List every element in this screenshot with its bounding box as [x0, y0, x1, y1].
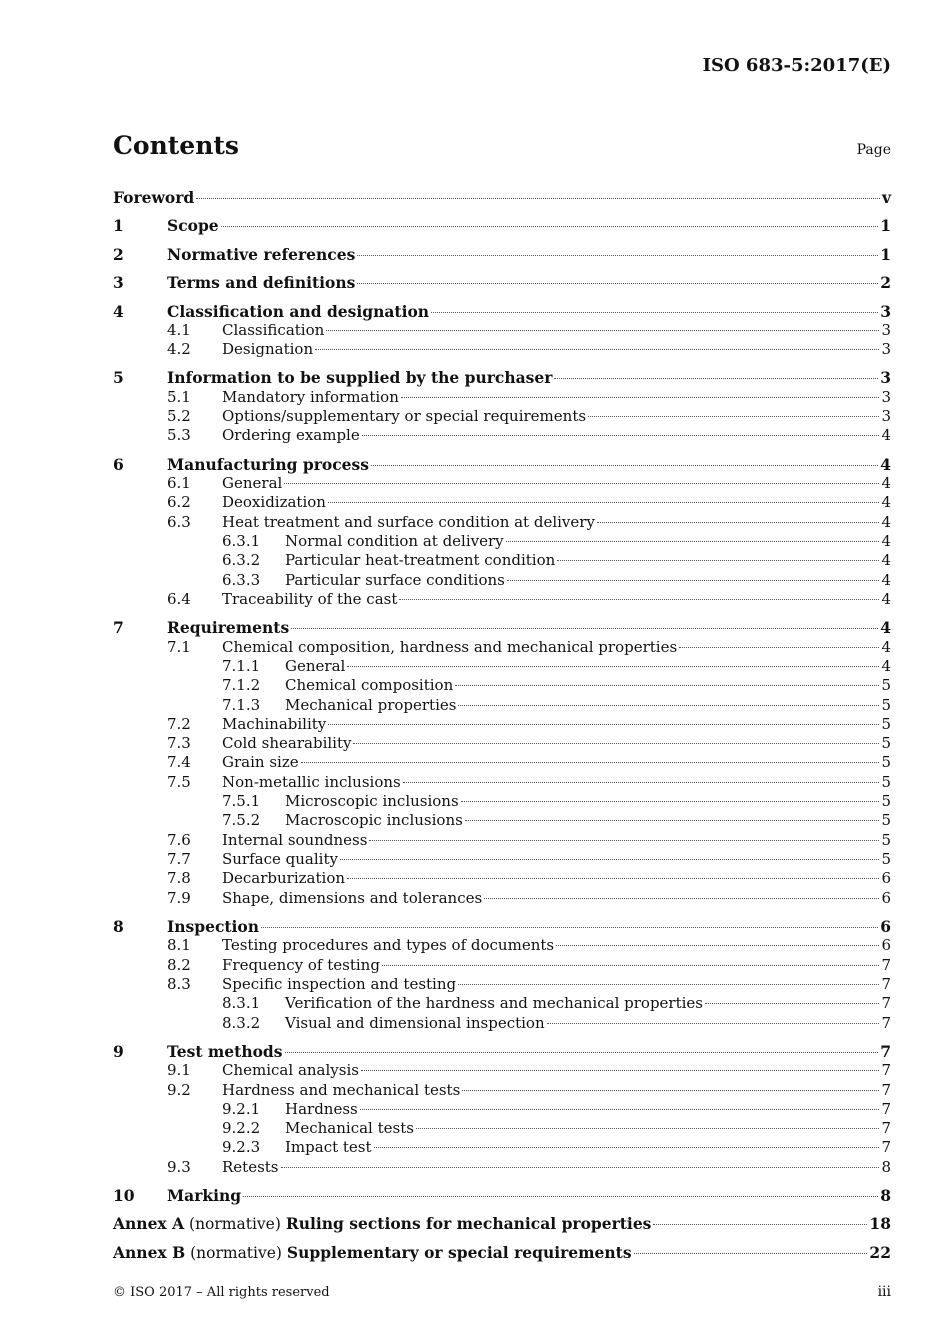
toc-entry-number: 9.2.2: [222, 1119, 261, 1137]
dot-leader: [357, 283, 878, 284]
dot-leader: [261, 927, 878, 928]
toc-entry-title[interactable]: Foreword: [113, 188, 195, 207]
toc-entry-number: 6.2: [167, 493, 191, 511]
toc-entry-number: 8: [113, 917, 124, 936]
toc-entry[interactable]: [113, 302, 891, 321]
toc-entry-title[interactable]: Verification of the hardness and mechanical properties: [285, 994, 703, 1012]
toc-entry-number: 10: [113, 1186, 135, 1205]
toc-entry-title[interactable]: Mandatory information: [222, 388, 399, 406]
toc-entry[interactable]: [113, 618, 891, 637]
toc-entry[interactable]: [113, 216, 891, 235]
annex-title: Supplementary or special requirements: [286, 1243, 632, 1262]
dot-leader: [328, 724, 879, 725]
dot-leader: [361, 1070, 879, 1071]
toc-entry-page: 7: [881, 1119, 891, 1137]
dot-leader: [557, 560, 879, 561]
toc-entry-page: 4: [881, 551, 891, 569]
toc-entry-page: 7: [881, 1100, 891, 1118]
toc-entry-title[interactable]: Non-metallic inclusions: [222, 773, 401, 791]
toc-entry-title[interactable]: Chemical composition: [285, 676, 454, 694]
toc-entry-number: 5.1: [167, 388, 191, 406]
toc-entry[interactable]: [113, 188, 891, 207]
dot-leader: [461, 801, 880, 802]
toc-entry-page: 7: [881, 1061, 891, 1079]
toc-entry-title[interactable]: Visual and dimensional inspection: [285, 1014, 545, 1032]
toc-annex-entry[interactable]: [113, 1243, 891, 1262]
toc-entry-page: 7: [880, 1042, 891, 1061]
toc-entry-title[interactable]: Retests: [222, 1158, 279, 1176]
toc-entry[interactable]: [113, 936, 891, 955]
toc-entry-number: 6.1: [167, 474, 191, 492]
toc-entry-page: 2: [880, 273, 891, 292]
dot-leader: [679, 647, 879, 648]
toc-entry-page: 6: [881, 889, 891, 907]
toc-entry-title[interactable]: Frequency of testing: [222, 956, 380, 974]
toc-entry[interactable]: [113, 1138, 891, 1157]
dot-leader: [403, 782, 880, 783]
toc-entry-page: 5: [881, 676, 891, 694]
toc-entry[interactable]: [113, 551, 891, 570]
toc-entry-page: 4: [880, 455, 891, 474]
toc-entry-page: 7: [881, 994, 891, 1012]
toc-entry-title[interactable]: Options/supplementary or special requirements: [222, 407, 587, 425]
toc-entry-page: 7: [881, 975, 891, 993]
dot-leader: [353, 743, 879, 744]
toc-entry-title[interactable]: Normal condition at delivery: [285, 532, 504, 550]
toc-entry-page: 3: [881, 340, 891, 358]
annex-prefix: Annex B: [113, 1243, 186, 1262]
toc-entry-page: 1: [880, 216, 891, 235]
toc-entry-number: 9.1: [167, 1061, 191, 1079]
toc-entry[interactable]: [113, 368, 891, 387]
dot-leader: [371, 465, 878, 466]
toc-entry-number: 2: [113, 245, 124, 264]
dot-leader: [401, 397, 880, 398]
toc-entry-number: 6.3.2: [222, 551, 261, 569]
toc-entry-number: 8.3: [167, 975, 191, 993]
toc-entry-page: 4: [881, 426, 891, 444]
toc-entry-title[interactable]: Heat treatment and surface condition at delivery: [222, 513, 595, 531]
dot-leader: [465, 820, 880, 821]
toc-entry-page: 5: [881, 850, 891, 868]
toc-entry-page: 5: [881, 831, 891, 849]
dot-leader: [554, 378, 878, 379]
toc-entry-title[interactable]: Particular surface conditions: [285, 571, 505, 589]
toc-entry-page: 4: [881, 657, 891, 675]
toc-entry-title[interactable]: Chemical analysis: [222, 1061, 359, 1079]
dot-leader: [284, 483, 879, 484]
dot-leader: [597, 522, 880, 523]
annex-prefix: Annex A: [113, 1214, 185, 1233]
toc-entry[interactable]: [113, 474, 891, 493]
toc-entry[interactable]: [113, 889, 891, 908]
toc-entry[interactable]: [113, 426, 891, 445]
toc-entry[interactable]: [113, 811, 891, 830]
toc-entry-title[interactable]: Information to be supplied by the purchaser: [167, 368, 553, 387]
toc-entry-page: 3: [880, 302, 891, 321]
toc-entry[interactable]: [113, 994, 891, 1013]
toc-entry-number: 6.3.3: [222, 571, 261, 589]
toc-entry[interactable]: [113, 753, 891, 772]
dot-leader: [455, 685, 879, 686]
toc-entry[interactable]: [113, 388, 891, 407]
toc-entry-title[interactable]: Mechanical properties: [285, 696, 457, 714]
toc-entry-page: 8: [881, 1158, 891, 1176]
toc-entry-number: 9.3: [167, 1158, 191, 1176]
dot-leader: [399, 599, 879, 600]
toc-entry[interactable]: [113, 657, 891, 676]
toc-entry-page: 4: [881, 638, 891, 656]
toc-entry-page: 3: [881, 388, 891, 406]
toc-entry[interactable]: [113, 1061, 891, 1080]
dot-leader: [462, 1090, 879, 1091]
annex-qualifier: (normative): [185, 1244, 287, 1262]
toc-entry-title[interactable]: Shape, dimensions and tolerances: [222, 889, 483, 907]
toc-entry-page: 7: [881, 1014, 891, 1032]
dot-leader: [416, 1128, 880, 1129]
toc-entry-page: 7: [881, 1081, 891, 1099]
toc-entry-number: 7.8: [167, 869, 191, 887]
toc-entry-page: 4: [881, 513, 891, 531]
toc-entry-number: 7: [113, 618, 124, 637]
toc-entry[interactable]: [113, 792, 891, 811]
dot-leader: [506, 541, 880, 542]
toc-entry[interactable]: [113, 956, 891, 975]
toc-entry-page: 3: [881, 321, 891, 339]
toc-entry-title[interactable]: General: [222, 474, 283, 492]
toc-entry-number: 5.3: [167, 426, 191, 444]
toc-entry[interactable]: [113, 532, 891, 551]
toc-entry[interactable]: [113, 407, 891, 426]
dot-leader: [458, 984, 879, 985]
dot-leader: [301, 762, 880, 763]
dot-leader: [374, 1147, 880, 1148]
toc-entry[interactable]: [113, 1119, 891, 1138]
toc-entry-number: 8.1: [167, 936, 191, 954]
dot-leader: [347, 666, 879, 667]
toc-annex-entry[interactable]: [113, 1214, 891, 1233]
toc-entry-page: 4: [881, 493, 891, 511]
toc-entry[interactable]: [113, 340, 891, 359]
toc-entry-number: 6.3.1: [222, 532, 261, 550]
toc-entry[interactable]: [113, 455, 891, 474]
toc-entry-title[interactable]: Inspection: [167, 917, 260, 936]
toc-entry[interactable]: [113, 1042, 891, 1061]
dot-leader: [357, 255, 878, 256]
toc-entry[interactable]: [113, 590, 891, 609]
toc-entry-title[interactable]: Scope: [167, 216, 219, 235]
toc-entry-title[interactable]: Designation: [222, 340, 314, 358]
dot-leader: [281, 1167, 880, 1168]
dot-leader: [340, 859, 880, 860]
toc-entry-number: 7.7: [167, 850, 191, 868]
toc-entry-title[interactable]: Test methods: [167, 1042, 283, 1061]
annex-label[interactable]: [113, 1214, 651, 1233]
toc-entry-title[interactable]: Deoxidization: [222, 493, 326, 511]
toc-entry[interactable]: [113, 1100, 891, 1119]
toc-entry-number: 8.3.1: [222, 994, 261, 1012]
toc-entry-number: 7.1: [167, 638, 191, 656]
toc-entry-title[interactable]: Classification: [222, 321, 325, 339]
toc-entry[interactable]: [113, 1014, 891, 1033]
annex-qualifier: (normative): [184, 1215, 286, 1233]
dot-leader: [705, 1003, 879, 1004]
toc-entry-title[interactable]: Impact test: [285, 1138, 372, 1156]
dot-leader: [328, 502, 880, 503]
toc-entry-number: 7.9: [167, 889, 191, 907]
toc-entry-number: 6.3: [167, 513, 191, 531]
toc-entry[interactable]: [113, 975, 891, 994]
toc-entry[interactable]: [113, 917, 891, 936]
toc-entry-page: 22: [869, 1243, 891, 1262]
toc-entry-number: 7.2: [167, 715, 191, 733]
toc-entry-page: 6: [880, 917, 891, 936]
toc-entry[interactable]: [113, 638, 891, 657]
toc-entry-title[interactable]: Classification and designation: [167, 302, 430, 321]
toc-entry[interactable]: [113, 1158, 891, 1177]
toc-entry-title[interactable]: Mechanical tests: [285, 1119, 414, 1137]
toc-entry-page: 4: [881, 532, 891, 550]
toc-entry-page: 4: [881, 474, 891, 492]
toc-entry[interactable]: [113, 869, 891, 888]
dot-leader: [431, 312, 878, 313]
toc-entry-page: 4: [881, 590, 891, 608]
toc-entry-number: 4: [113, 302, 124, 321]
toc-entry-title[interactable]: Terms and definitions: [167, 273, 356, 292]
toc-entry-number: 9.2.1: [222, 1100, 261, 1118]
dot-leader: [291, 628, 878, 629]
toc-entry-page: 3: [881, 407, 891, 425]
toc-entry-page: 5: [881, 792, 891, 810]
toc-entry[interactable]: [113, 831, 891, 850]
toc-entry-page: 4: [880, 618, 891, 637]
toc-entry[interactable]: [113, 493, 891, 512]
dot-leader: [347, 878, 879, 879]
toc-entry[interactable]: [113, 715, 891, 734]
toc-entry-title[interactable]: Machinability: [222, 715, 327, 733]
toc-entry[interactable]: [113, 850, 891, 869]
page-title: Contents: [113, 131, 240, 160]
toc-entry-page: 3: [880, 368, 891, 387]
toc-entry-title[interactable]: Macroscopic inclusions: [285, 811, 463, 829]
toc-entry-number: 7.4: [167, 753, 191, 771]
document-id: ISO 683-5:2017(E): [702, 55, 891, 76]
toc-entry-number: 6: [113, 455, 124, 474]
toc-entry-title[interactable]: Normative references: [167, 245, 356, 264]
toc-entry[interactable]: [113, 245, 891, 264]
annex-title: Ruling sections for mechanical properties: [285, 1214, 652, 1233]
toc-entry-page: 6: [881, 869, 891, 887]
toc-entry-number: 7.1.2: [222, 676, 261, 694]
toc-entry-title[interactable]: Cold shearability: [222, 734, 352, 752]
toc-entry-number: 8.3.2: [222, 1014, 261, 1032]
dot-leader: [315, 349, 879, 350]
dot-leader: [243, 1196, 878, 1197]
toc-entry-title[interactable]: Testing procedures and types of documents: [222, 936, 555, 954]
toc-entry-title[interactable]: Internal soundness: [222, 831, 368, 849]
toc-entry-page: 1: [880, 245, 891, 264]
dot-leader: [326, 330, 879, 331]
dot-leader: [369, 840, 879, 841]
toc-entry-number: 3: [113, 273, 124, 292]
toc-entry[interactable]: [113, 676, 891, 695]
toc-entry-title[interactable]: Microscopic inclusions: [285, 792, 459, 810]
dot-leader: [653, 1224, 867, 1225]
toc-entry-title[interactable]: Hardness and mechanical tests: [222, 1081, 461, 1099]
dot-leader: [556, 945, 879, 946]
toc-entry-number: 7.5: [167, 773, 191, 791]
dot-leader: [285, 1052, 879, 1053]
page-column-label: Page: [856, 142, 891, 158]
toc-entry[interactable]: [113, 273, 891, 292]
dot-leader: [588, 416, 879, 417]
toc-entry-number: 5.2: [167, 407, 191, 425]
toc-entry-number: 7.5.1: [222, 792, 261, 810]
toc-entry-number: 7.1.1: [222, 657, 261, 675]
dot-leader: [484, 898, 879, 899]
toc-entry-title[interactable]: Decarburization: [222, 869, 346, 887]
toc-entry-page: 8: [880, 1186, 891, 1205]
toc-entry-page: 7: [881, 1138, 891, 1156]
toc-entry[interactable]: [113, 696, 891, 715]
toc-entry-page: 5: [881, 773, 891, 791]
toc-entry-page: 5: [881, 715, 891, 733]
toc-entry-title[interactable]: Chemical composition, hardness and mechanical properties: [222, 638, 678, 656]
toc-entry-title[interactable]: Requirements: [167, 618, 290, 637]
toc-entry-title[interactable]: Surface quality: [222, 850, 338, 868]
toc-entry-number: 1: [113, 216, 124, 235]
toc-entry-title[interactable]: Grain size: [222, 753, 299, 771]
toc-entry-page: 5: [881, 734, 891, 752]
toc-entry-number: 4.2: [167, 340, 191, 358]
toc-entry-page: 5: [881, 753, 891, 771]
toc-entry[interactable]: [113, 1081, 891, 1100]
toc-entry-page: 7: [881, 956, 891, 974]
toc-entry-page: 6: [881, 936, 891, 954]
toc-entry-title[interactable]: Hardness: [285, 1100, 358, 1118]
toc-entry-title[interactable]: General: [285, 657, 346, 675]
toc-entry-number: 8.2: [167, 956, 191, 974]
toc-entry-number: 4.1: [167, 321, 191, 339]
toc-entry-number: 7.6: [167, 831, 191, 849]
toc-entry-page: 4: [881, 571, 891, 589]
toc-entry[interactable]: [113, 321, 891, 340]
dot-leader: [362, 435, 880, 436]
toc-entry-title[interactable]: Specific inspection and testing: [222, 975, 457, 993]
toc-entry-title[interactable]: Manufacturing process: [167, 455, 369, 474]
toc-entry-page: v: [881, 188, 891, 207]
toc-entry-title[interactable]: Marking: [167, 1186, 242, 1205]
page-number: iii: [877, 1284, 891, 1300]
toc-entry-page: 18: [869, 1214, 891, 1233]
toc-entry[interactable]: [113, 1186, 891, 1205]
dot-leader: [196, 198, 880, 199]
toc-entry-number: 9.2: [167, 1081, 191, 1099]
toc-entry-title[interactable]: Particular heat-treatment condition: [285, 551, 556, 569]
toc-entry-title[interactable]: Traceability of the cast: [222, 590, 398, 608]
toc-entry-number: 9.2.3: [222, 1138, 261, 1156]
toc-entry[interactable]: [113, 773, 891, 792]
toc-entry[interactable]: [113, 571, 891, 590]
dot-leader: [382, 965, 880, 966]
dot-leader: [360, 1109, 880, 1110]
toc-entry-number: 7.3: [167, 734, 191, 752]
dot-leader: [221, 226, 879, 227]
dot-leader: [507, 580, 880, 581]
dot-leader: [634, 1253, 868, 1254]
toc-entry-page: 5: [881, 696, 891, 714]
dot-leader: [547, 1023, 880, 1024]
toc-entry-title[interactable]: Ordering example: [222, 426, 360, 444]
toc-entry[interactable]: [113, 513, 891, 532]
toc-entry-number: 7.5.2: [222, 811, 261, 829]
toc-entry-number: 6.4: [167, 590, 191, 608]
toc-entry-number: 7.1.3: [222, 696, 261, 714]
toc-entry-number: 5: [113, 368, 124, 387]
toc-entry-number: 9: [113, 1042, 124, 1061]
annex-label[interactable]: [113, 1243, 632, 1262]
copyright-notice: © ISO 2017 – All rights reserved: [113, 1285, 330, 1300]
toc-entry-page: 5: [881, 811, 891, 829]
dot-leader: [458, 705, 879, 706]
toc-entry[interactable]: [113, 734, 891, 753]
